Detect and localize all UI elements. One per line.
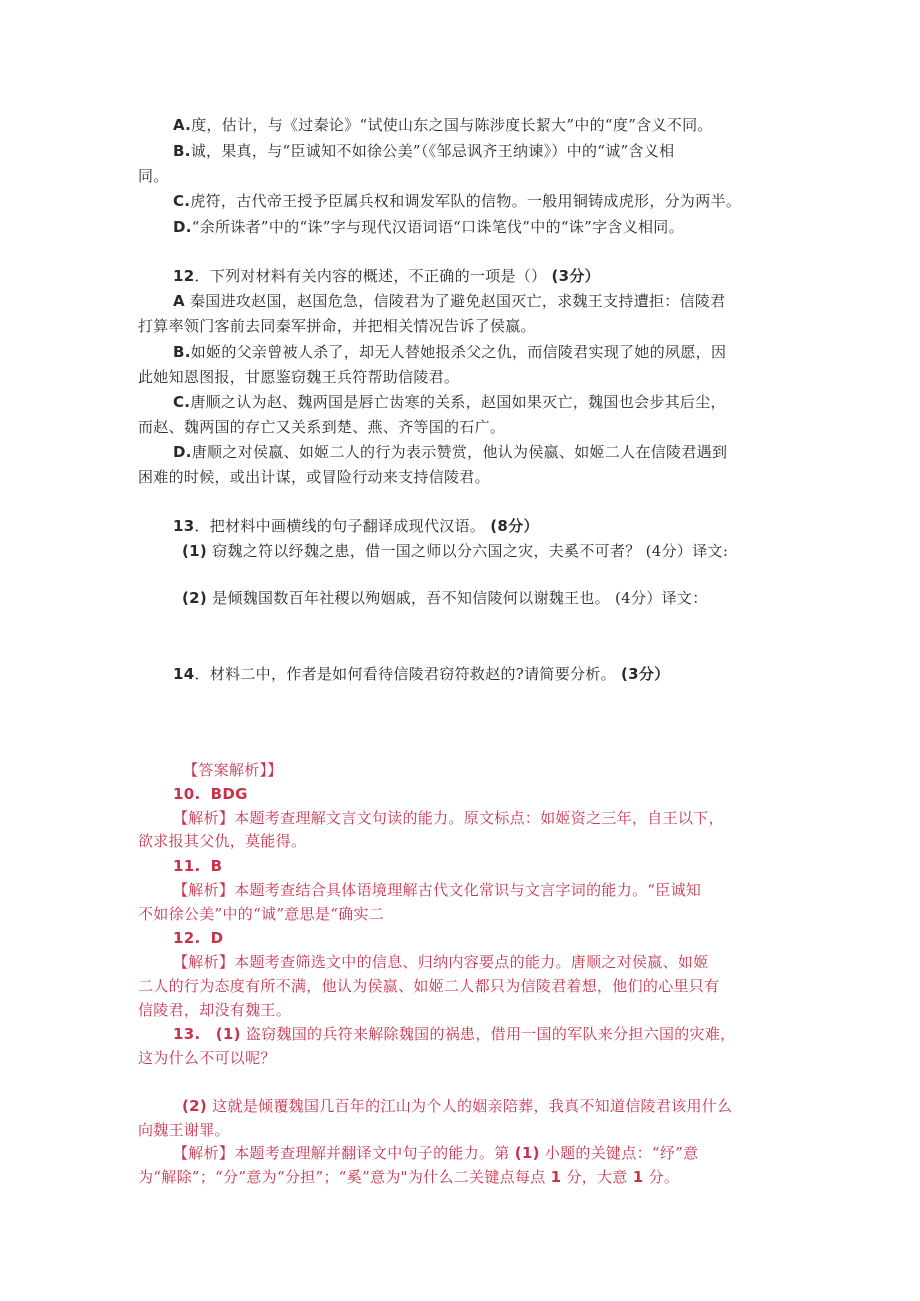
q12-option-b-cont: 此她知恩图报，甘愿鉴窃魏王兵符帮助信陵君。 (138, 368, 460, 386)
answer-12-explanation: 【解析】本题考查筛选文中的信息、归纳内容要点的能力。唐顺之对侯嬴、如姬 (173, 953, 709, 971)
answer-12-explanation-cont-1: 二人的行为态度有所不满，他认为侯嬴、如姬二人都只为信陵君着想，他们的心里只有 (138, 977, 720, 995)
q12-option-d-cont: 困难的时候，或出计谋，或冒险行动来支持信陵君。 (138, 468, 490, 486)
answer-header: 【答案解析】】 (183, 761, 283, 779)
answer-10: 10. BDG (173, 785, 248, 803)
answer-13-sentence-1-cont: 这为什么不可以呢？ (138, 1049, 276, 1067)
q11-option-d: D.“余所诛者”中的“诛”字与现代汉语词语“口诛笔伐”中的“诛”字含义相同。 (173, 218, 684, 236)
q14-stem: 14．材料二中，作者是如何看待信陵君窃符救赵的?请简要分析。 (3分） (173, 665, 670, 683)
q11-option-a: A.度，估计，与《过秦论》“试使山东之国与陈涉度长絜大”中的“度”含义不同。 (173, 116, 713, 134)
q12-stem: 12．下列对材料有关内容的概述，不正确的一项是（） (3分） (173, 267, 600, 285)
answer-11-explanation: 【解析】本题考查结合具体语境理解古代文化常识与文言字词的能力。“臣诚知 (173, 881, 702, 899)
q12-option-d: D.唐顺之对侯嬴、如姬二人的行为表示赞赏，他认为侯嬴、如姬二人在信陵君遇到 (173, 443, 728, 461)
q12-option-c: C.唐顺之认为赵、魏两国是唇亡齿寒的关系，赵国如果灭亡，魏国也会步其后尘， (173, 393, 726, 411)
q12-option-c-cont: 而赵、魏两国的存亡又关系到楚、燕、齐等国的石广。 (138, 418, 506, 436)
q11-option-b-cont: 同。 (138, 167, 169, 185)
answer-13-sentence-2: (2) 这就是倾覆魏国几百年的江山为个人的姻亲陪葬，我真不知道信陵君该用什么 (182, 1097, 733, 1115)
answer-13-sentence-2-cont: 向魏王谢罪。 (138, 1121, 230, 1139)
answer-11-explanation-cont: 不如徐公美”中的“诚”意思是“确实二 (138, 905, 385, 923)
q12-option-a-cont: 打算率领门客前去同秦军拼命，并把相关情况告诉了侯嬴。 (138, 317, 536, 335)
answer-11: 11. B (173, 857, 223, 875)
q12-option-b: B.如姬的父亲曾被人杀了，却无人替她报杀父之仇，而信陵君实现了她的夙愿，因 (173, 343, 727, 361)
answer-12-explanation-cont-2: 信陵君，却没有魏王。 (138, 1001, 292, 1019)
answer-13-sentence-1: 13. (1) 盗窃魏国的兵符来解除魏国的祸患，借用一国的军队来分担六国的灾难， (173, 1025, 736, 1043)
q13-stem: 13．把材料中画横线的句子翻译成现代汉语。 (8分） (173, 517, 539, 535)
answer-10-explanation-cont: 欲求报其父仇，莫能得。 (138, 832, 307, 850)
q11-option-b: B.诚，果真，与“臣诚知不如徐公美”（《邹忌讽齐王纳谏》）中的“诚”含义相 (173, 142, 675, 160)
answer-12: 12. D (173, 929, 224, 947)
q13-sentence-2: (2) 是倾魏国数百年社稷以殉姻戚，吾不知信陵何以谢魏王也。 (4分）译文： (182, 589, 708, 607)
answer-13-explanation-cont: 为“解除”；“分”意为“分担”；“奚”意为"为什么二关键点每点 1 分，大意 1 分。 (138, 1168, 680, 1186)
answer-10-explanation: 【解析】本题考查理解文言文句读的能力。原文标点：如姬资之三年，自王以下， (173, 809, 724, 827)
answer-13-explanation: 【解析】本题考查理解并翻译文中句子的能力。第 (1) 小题的关键点：“纾”意 (173, 1144, 699, 1162)
q11-option-c: C.虎符，古代帝王授予臣属兵权和调发军队的信物。一般用铜铸成虎形，分为两半。 (173, 192, 742, 210)
q12-option-a: A 秦国进攻赵国，赵国危急，信陵君为了避免赵国灭亡，求魏王支持遭拒：信陵君 (173, 292, 726, 310)
q13-sentence-1: (1) 窃魏之符以纾魏之患，借一国之师以分六国之灾，夫奚不可者？ (4分）译文: (182, 542, 729, 560)
